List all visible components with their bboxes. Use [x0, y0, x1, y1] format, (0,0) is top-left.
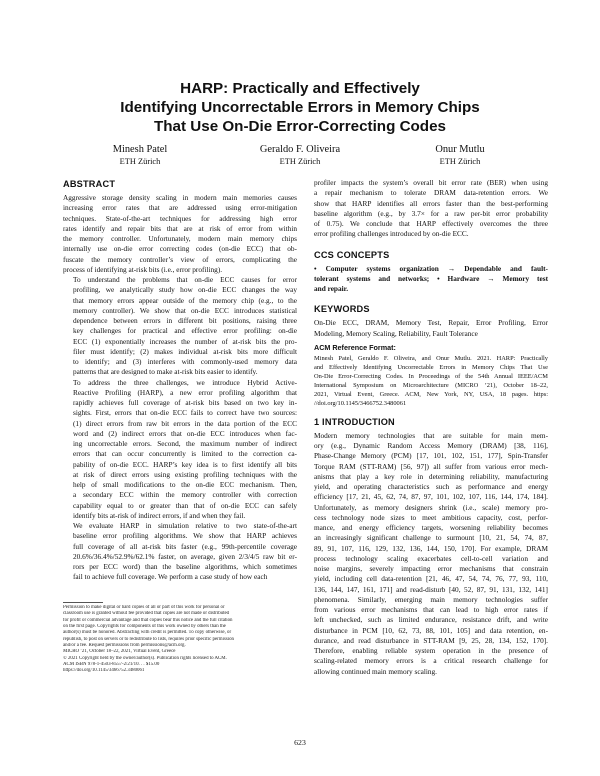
text-line: profiling, we analytically study how on-die ECC changes the way: [73, 285, 297, 295]
author-name: Geraldo F. Oliveira: [259, 144, 341, 155]
text-line: show that HARP identifies all errors faster than the best-performing: [314, 198, 548, 208]
abstract-paragraph: [63, 521, 297, 583]
text-line: rates identify and repair bits that are at risk of error from within: [63, 223, 297, 233]
text-line: efficiency [17, 21, 45, 62, 74, 87, 97, 101, 102, 107, 116, 144, 174, 184].: [314, 492, 548, 502]
text-line: MICRO ’21, October 18–22, 2021, Virtual Event, Greece: [63, 649, 176, 655]
text-line: an increasingly significant challenge to surmount [10, 21, 54, 74, 87,: [314, 533, 548, 543]
text-line: left unchecked, such as limited endurance, resistance drift, and write: [314, 615, 548, 625]
text-line: fuscate the memory controller’s view of errors, complicating the: [63, 254, 297, 264]
page-number: 623: [294, 738, 306, 747]
text-line: baseline algorithm (e.g., by 3.7× for a raw per-bit error probability: [314, 208, 548, 218]
text-line: Unfortunately, as memory designers shrink (i.e., scale) memory pro-: [314, 502, 548, 512]
abstract-paragraph: [63, 275, 297, 378]
text-line: cess technology node sizes to meet ambitious capacity, cost, perfor-: [314, 512, 548, 522]
text-line: classroom use is granted without fee provided that copies are not made or distributed: [63, 611, 230, 617]
text-line: Therefore, enabling reliable system operation in the presence of: [314, 646, 548, 655]
text-line: from various error mechanisms that can lead to high error rates if: [314, 605, 548, 614]
text-line: and/or a fee. Request permissions from permissions@acm.org.: [63, 643, 186, 649]
text-line: rapidly achieves full coverage of at-risk bits based on two key in-: [73, 398, 297, 407]
introduction-paragraph: [314, 431, 548, 677]
text-line: © 2021 Copyright held by the owner/author(s). Publication rights licensed to ACM.: [63, 655, 227, 661]
text-line: To address the three challenges, we introduce Hybrid Active-: [73, 377, 297, 387]
text-line: 89, 91, 107, 116, 129, 132, 136, 144, 150, 170]. For example, DRAM: [314, 543, 548, 553]
left-column: [63, 178, 297, 583]
text-line: process technology scaling exacerbates cell-to-cell variation and: [314, 553, 548, 563]
text-line: process of identifying at-risk bits (i.e., error profiling).: [63, 264, 223, 274]
acm-reference-heading: ACM Reference Format:: [314, 342, 396, 352]
paper-title: [60, 80, 540, 136]
text-line: On-Die ECC, DRAM, Memory Test, Repair, Error Profiling, Error: [314, 318, 548, 328]
text-line: ing uncorrectable errors. Second, the maximum number of indirect: [73, 439, 297, 448]
text-line: Modeling, Memory Scaling, Reliability, Fault Tolerance: [314, 328, 478, 338]
right-column: [314, 178, 548, 677]
text-line: To understand the problems that on-die ECC causes for error: [73, 275, 297, 284]
text-line: help of small modifications to the on-die ECC mechanism. Then,: [73, 480, 297, 489]
text-line: https://doi.org/10.1145/3466752.3480061: [63, 668, 145, 674]
ccs-heading: CCS CONCEPTS: [314, 249, 390, 260]
text-line: key challenges for practical and effective error profiling: on-die: [73, 326, 297, 336]
text-line: Permission to make digital or hard copies of all or part of this work for personal or: [63, 605, 225, 610]
text-line: allowing continued main memory scaling.: [314, 666, 438, 676]
text-line: fail to achieve full coverage. We perform a case study of how each: [73, 572, 268, 582]
text-line: Minesh Patel, Geraldo F. Oliveira, and Onur Mutlu. 2021. HARP: Practically: [314, 354, 548, 362]
text-line: internally use on-die error correcting codes (on-die ECC) that ob-: [63, 244, 297, 254]
text-line: on the first page. Copyrights for components of this work owned by others than the: [63, 624, 226, 630]
author-name: Onur Mutlu: [435, 144, 485, 155]
text-line: and Effectively Identifying Uncorrectable Errors in Memory Chips That Use: [314, 363, 548, 371]
footnote-divider: [63, 602, 103, 603]
text-line: baseline error profiling algorithms. We show that HARP achieves: [73, 531, 297, 541]
keywords-heading: KEYWORDS: [314, 304, 370, 315]
text-line: noise margins, severely impacting error mechanisms that constrain: [314, 564, 548, 573]
acm-reference-text: [314, 354, 548, 408]
text-line: 2021, Virtual Event, Greece. ACM, New York, NY, USA, 18 pages. https:: [314, 390, 548, 398]
text-line: ECC (1) exponentially increases the number of at-risk bits the pro-: [73, 336, 297, 346]
text-line: ACM ISBN 978-1-4503-8557-2/21/10. . . $15.00: [63, 662, 160, 668]
text-line: //doi.org/10.1145/3466752.3480061: [314, 399, 407, 407]
text-line: a secondary ECC within the memory controller with correction: [73, 490, 297, 500]
text-line: at risk of direct errors using existing profiling techniques with the: [73, 469, 297, 479]
text-line: filer must identify; (2) makes individual at-risk bits more difficult: [73, 346, 297, 356]
text-line: the memory controller. Unfortunately, modern main memory chips: [63, 234, 297, 243]
text-line: ory (e.g., Dynamic Random Access Memory (DRAM) [38, 116],: [314, 441, 548, 450]
text-line: pability of on-die ECC. HARP’s key idea is to first identify all bits: [73, 459, 297, 469]
text-line: error profiling challenges introduced by on-die ECC.: [314, 229, 469, 239]
text-line: to identify; and (3) interferes with commonly-used memory data: [73, 357, 297, 366]
text-line: sights. First, errors that on-die ECC fails to correct have two sources:: [73, 408, 297, 418]
introduction-heading: 1 INTRODUCTION: [314, 416, 395, 427]
title-line: HARP: Practically and Effectively: [180, 80, 420, 97]
abstract-heading: ABSTRACT: [63, 179, 116, 189]
text-line: (1) direct errors from raw bit errors in the data portion of the ECC: [73, 418, 297, 428]
text-line: Aggressive storage density scaling in modern main memories causes: [63, 193, 297, 202]
ccs-concepts: [314, 264, 548, 295]
text-line: On-Die Error-Correcting Codes. In Proceedings of the 54th Annual IEEE/ACM: [314, 372, 548, 380]
text-line: errors that can occur concurrently is limited to the correction ca-: [73, 449, 297, 459]
text-line: a repair mechanism to tolerate DRAM data-retention errors. We: [314, 188, 548, 198]
text-line: Torque RAM (STT-RAM) [56, 97]) all suffer from various error mech-: [314, 461, 548, 471]
author: [380, 143, 540, 167]
author: [60, 143, 220, 167]
text-line: word and (2) indirect errors that on-die ECC introduces when fac-: [73, 428, 297, 438]
text-line: phenomena. Similarly, emerging main memory technologies suffer: [314, 594, 548, 604]
text-line: of 0.75). We conclude that HARP effectively overcomes the three: [314, 219, 548, 228]
text-line: patterns that are designed to make at-risk bits easier to identify.: [73, 367, 258, 377]
abstract-continuation: [314, 178, 548, 240]
text-line: durance, and read disturbance in STT-RAM [9, 25, 28, 134, 152, 170].: [314, 635, 548, 645]
text-line: profiler impacts the system’s overall bit error rate (BER) when using: [314, 178, 548, 187]
text-line: mance, and energy efficiency targets, worsening reliability becomes: [314, 523, 548, 532]
text-line: tolerant systems and networks; • Hardware → Memory test: [314, 273, 548, 283]
text-line: memory controller). We show that on-die ECC introduces statistical: [73, 305, 297, 315]
text-line: republish, to post on servers or to redistribute to lists, requires prior specific permission: [63, 636, 235, 642]
text-line: author(s) must be honored. Abstracting with credit is permitted. To copy otherwise, or: [63, 630, 232, 636]
author-block: [60, 143, 540, 173]
author-affiliation: ETH Zürich: [439, 157, 481, 166]
title-line: That Use On-Die Error-Correcting Codes: [154, 117, 446, 135]
text-line: rors per ECC word) than the baseline algorithms, which sometimes: [73, 562, 297, 571]
text-line: capability equal to or greater than that of on-die ECC can safely: [73, 500, 297, 510]
text-line: and repair.: [314, 284, 349, 293]
text-line: for profit or commercial advantage and that copies bear this notice and the full citation: [63, 617, 233, 623]
text-line: identify bits at-risk of indirect errors, if and when they fail.: [73, 510, 246, 520]
text-line: increasing error rates that are addressed using error-mitigation: [63, 203, 297, 213]
author-affiliation: ETH Zürich: [279, 157, 321, 166]
text-line: • Computer systems organization → Dependable and fault-: [314, 263, 548, 273]
text-line: 20.6%/36.4%/52.9%/62.1% faster, on average, given 2/3/4/5 raw bit er-: [73, 551, 297, 561]
abstract-paragraph: [63, 378, 297, 522]
text-line: Reactive Profiling (HARP), a new error profiling algorithm that: [73, 387, 297, 397]
permission-notice: [63, 605, 297, 675]
title-line: Identifying Uncorrectable Errors in Memory Chips: [120, 98, 480, 116]
text-line: Phase-Change Memory (PCM) [17, 101, 102, 151, 177], Spin-Transfer: [314, 451, 548, 461]
text-line: techniques. State-of-the-art techniques for addressing high error: [63, 213, 297, 223]
text-line: dependence between errors in different bit positions, raising three: [73, 316, 297, 325]
author-name: Minesh Patel: [112, 144, 168, 155]
text-line: that memory errors appear outside of the memory chip (e.g., to the: [73, 295, 297, 305]
text-line: We evaluate HARP in simulation relative to two state-of-the-art: [73, 521, 297, 530]
keywords-text: [314, 318, 548, 339]
text-line: full coverage of all at-risk bits faster (e.g., 99th-percentile coverage: [73, 541, 297, 551]
author-affiliation: ETH Zürich: [119, 157, 161, 166]
author: [220, 143, 380, 167]
abstract-paragraph: [63, 193, 297, 275]
text-line: scaling-related memory errors is a critical research challenge for: [314, 656, 548, 666]
text-line: anisms that play a key role in determining reliability, manufacturing: [314, 471, 548, 481]
text-line: 136, 144, 147, 161, 171] and read-disturb [40, 52, 87, 91, 131, 132, 141]: [314, 584, 548, 594]
text-line: yield, and operating characteristics such as performance and energy: [314, 482, 548, 491]
text-line: International Symposium on Microarchitecture (MICRO ’21), October 18–22,: [314, 381, 548, 389]
text-line: yield, including cell data-retention [21, 46, 47, 54, 74, 76, 77, 93, 110,: [314, 574, 548, 584]
text-line: disturbance in PCM [10, 62, 73, 88, 101, 105] and data retention, en-: [314, 625, 548, 635]
text-line: Modern memory technologies that are suitable for main mem-: [314, 430, 548, 440]
